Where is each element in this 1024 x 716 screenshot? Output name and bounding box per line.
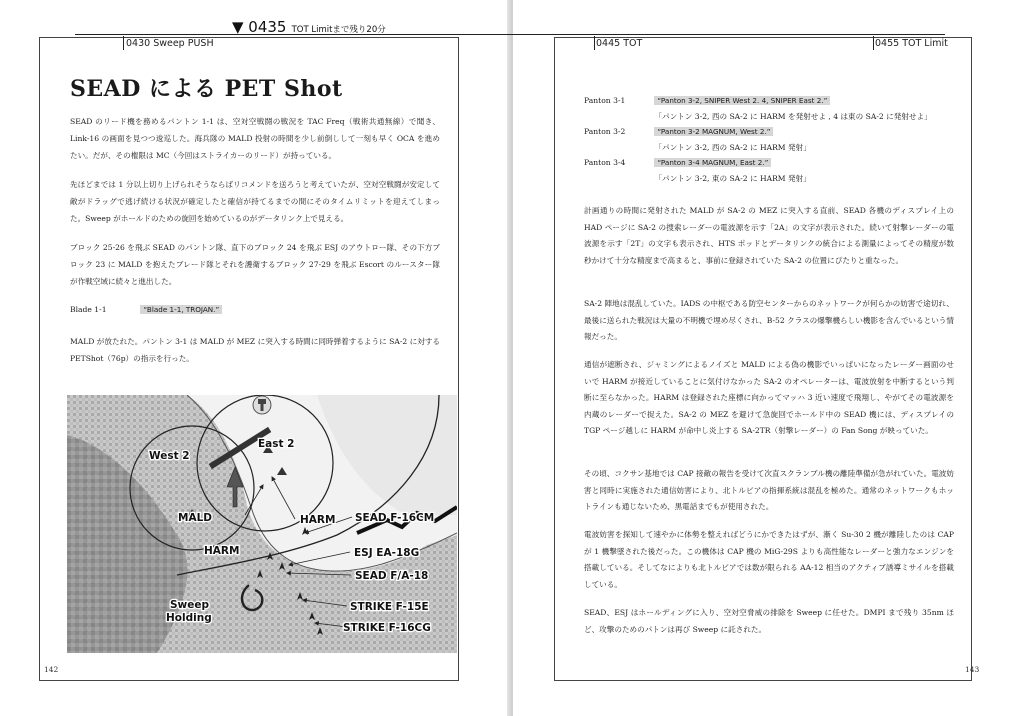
body-paragraph: 通信が遮断され、ジャミングによるノイズと MALD による偽の機影でいっぱいになったレーダー画面のせいで HARM が接近していることに気付けなかった SA-2 のオペレーターは、電波放射を中断するという判断に至らなかった。HARM は登録された座標に向かってマッハ 3 近い速度で飛翔し、やがてその電波源を内蔵のレーダーで捉えた。SA-2 の MEZ を避けて急旋回でホールド中の SEAD 機には、ディスプレイの TGP ページ越しに HARM が命中し炎上する SA-2TR（射撃レーダー）の Fan Song が映っていた。 (584, 360, 954, 436)
map-label-mald: MALD (178, 512, 212, 524)
timeline-tick (123, 36, 124, 50)
tactical-map-graphic (67, 395, 457, 653)
timeline-label-sweep-push: 0430 Sweep PUSH (126, 38, 214, 49)
tactical-map (67, 395, 457, 653)
body-paragraph: SA-2 陣地は混乱していた。IADS の中枢である防空センターからのネットワークが何らかの妨害で途切れ、最後に送られた戦況は大量の不明機で埋め尽くされ、B-52 クラスの爆撃機らしい機影を含んでいるという情報だった。 (584, 299, 954, 342)
radio-message: “Panton 3-2, SNIPER West 2. 4, SNIPER East 2.” (654, 96, 830, 105)
map-label-west2: West 2 (149, 450, 190, 462)
radio-speaker: Panton 3-4 (584, 158, 626, 168)
radio-speaker: Panton 3-1 (584, 96, 626, 105)
map-label-sead-f18: SEAD F/A-18 (355, 570, 429, 582)
radio-call (584, 93, 932, 124)
radio-message: “Panton 3-2 MAGNUM, West 2.” (654, 127, 773, 136)
radio-speaker: Blade 1-1 (70, 305, 107, 314)
radio-translation: 「パントン 3-2, 東の SA-2 に HARM 発射」 (654, 173, 811, 183)
radio-call (584, 155, 932, 186)
radio-call (70, 302, 222, 318)
map-label-esj: ESJ EA-18G (354, 547, 420, 559)
radio-exchange (584, 93, 932, 187)
radio-speaker: Panton 3-2 (584, 127, 626, 137)
timeline-tick (873, 36, 874, 50)
body-paragraph: 先ほどまでは 1 分以上切り上げられそうならばリコメンドを送ろうと考えていたが、空対空戦闘が安定して敵がドラッグで逃げ続ける状況が確定したと確信が持てるまでの間にそのタイムリミットを迎えてしまった。Sweep がホールドのための旋回を始めているのがデータリンク上で見える。 (70, 180, 440, 223)
radio-call (584, 124, 932, 155)
map-label-harm-lower: HARM (204, 545, 240, 557)
radio-translation: 「パントン 3-2, 西の SA-2 に HARM を発射せよ , 4 は東の SA-2 に発射せよ」 (654, 111, 932, 121)
radio-message: “Blade 1-1, TROJAN.” (140, 305, 222, 314)
page-number: 142 (44, 665, 59, 674)
timeline-label-tot: 0445 TOT (596, 38, 643, 49)
body-paragraph: その頃、コクサン基地では CAP 接敵の報告を受けて次直スクランブル機の離陸準備が急がれていた。電波妨害と同時に実施された通信妨害により、北トルビアの指揮系統は混乱を極めた。通常のネットワークもホットラインも通じないため、黒電話までもが使用された。 (584, 469, 954, 512)
control-tower-icon (253, 396, 271, 414)
map-label-holding: Holding (166, 612, 212, 624)
map-label-sweep: Sweep (170, 599, 210, 611)
body-paragraph: SEAD、ESJ はホールディングに入り、空対空脅威の排除を Sweep に任せた。DMPI まで残り 35nm ほど、攻撃のためのパトンは再び Sweep に託された。 (584, 608, 954, 634)
map-label-harm-upper: HARM (300, 514, 336, 526)
radio-message: “Panton 3-4 MAGNUM, East 2.” (654, 158, 771, 167)
map-label-strike-f15: STRIKE F-15E (350, 601, 429, 613)
timeline-current-marker (232, 17, 386, 36)
body-paragraph: MALD が放たれた。パントン 3-1 は MALD が MEZ に突入する時間に同時弾着するように SA-2 に対する PETShot（76p）の指示を行った。 (70, 337, 441, 363)
body-paragraph: 電波妨害を探知して速やかに体勢を整えればどうにかできたはずが、漸く Su-30 2 機が離陸したのは CAP が 1 機撃墜された後だった。この機体は CAP 機の MiG-29S よりも高性能なレーダーと強力なエンジンを搭載している。そしてなによりも北トルビアでは数が限られる AA-12 相当のアクティブ誘導ミサイルを搭載している。 (584, 530, 954, 589)
body-paragraph: ブロック 25-26 を飛ぶ SEAD のパントン隊、直下のブロック 24 を飛ぶ ESJ のアウトロー隊、その下方ブロック 23 に MALD を抱えたブレード隊とそれを護衛するブロック 27-29 を飛ぶ Escort のルースター隊が作戦空域に続々と進出した。 (70, 243, 440, 286)
map-label-strike-f16: STRIKE F-16CG (343, 622, 431, 634)
page-number: 143 (965, 665, 980, 674)
timeline-marker-time: ▼ 0435 (232, 18, 287, 36)
radio-translation: 「パントン 3-2, 西の SA-2 に HARM 発射」 (654, 142, 811, 152)
timeline-rule (75, 34, 945, 35)
right-page (513, 0, 1024, 716)
body-paragraph: 計画通りの時間に発射された MALD が SA-2 の MEZ に突入する直前、SEAD 各機のディスプレイ上の HAD ページに SA-2 の捜索レーダーの電波源を示す「2A」の文字が表示された。続いて射撃レーダーの電波源を示す「2T」の文字も表示され、HTS ポッドとデータリンクの統合による測量によってその精度が数秒かけて十分な精度まで高まると、事前に登録されていた SA-2 の位置にぴたりと重なった。 (584, 206, 954, 265)
timeline-label-tot-limit: 0455 TOT Limit (875, 38, 948, 49)
map-label-east2: East 2 (258, 438, 295, 450)
timeline-tick (594, 36, 595, 50)
body-paragraph: SEAD のリード機を務めるパントン 1-1 は、空対空戦闘の戦況を TAC Freq（戦術共通無線）で聞き、Link-16 の画面を見つつ逡巡した。海兵隊の MALD 投射の時間を少し前倒しして一刻も早く OCA を進めたい。だが、その権限は MC（今回はストライカーのリード）が持っている。 (70, 117, 440, 160)
map-label-sead-f16: SEAD F-16CM (355, 512, 435, 524)
left-page (0, 0, 511, 716)
section-title: SEAD による PET Shot (70, 76, 343, 102)
timeline-marker-remaining: TOT Limitまで残り20分 (291, 25, 386, 35)
